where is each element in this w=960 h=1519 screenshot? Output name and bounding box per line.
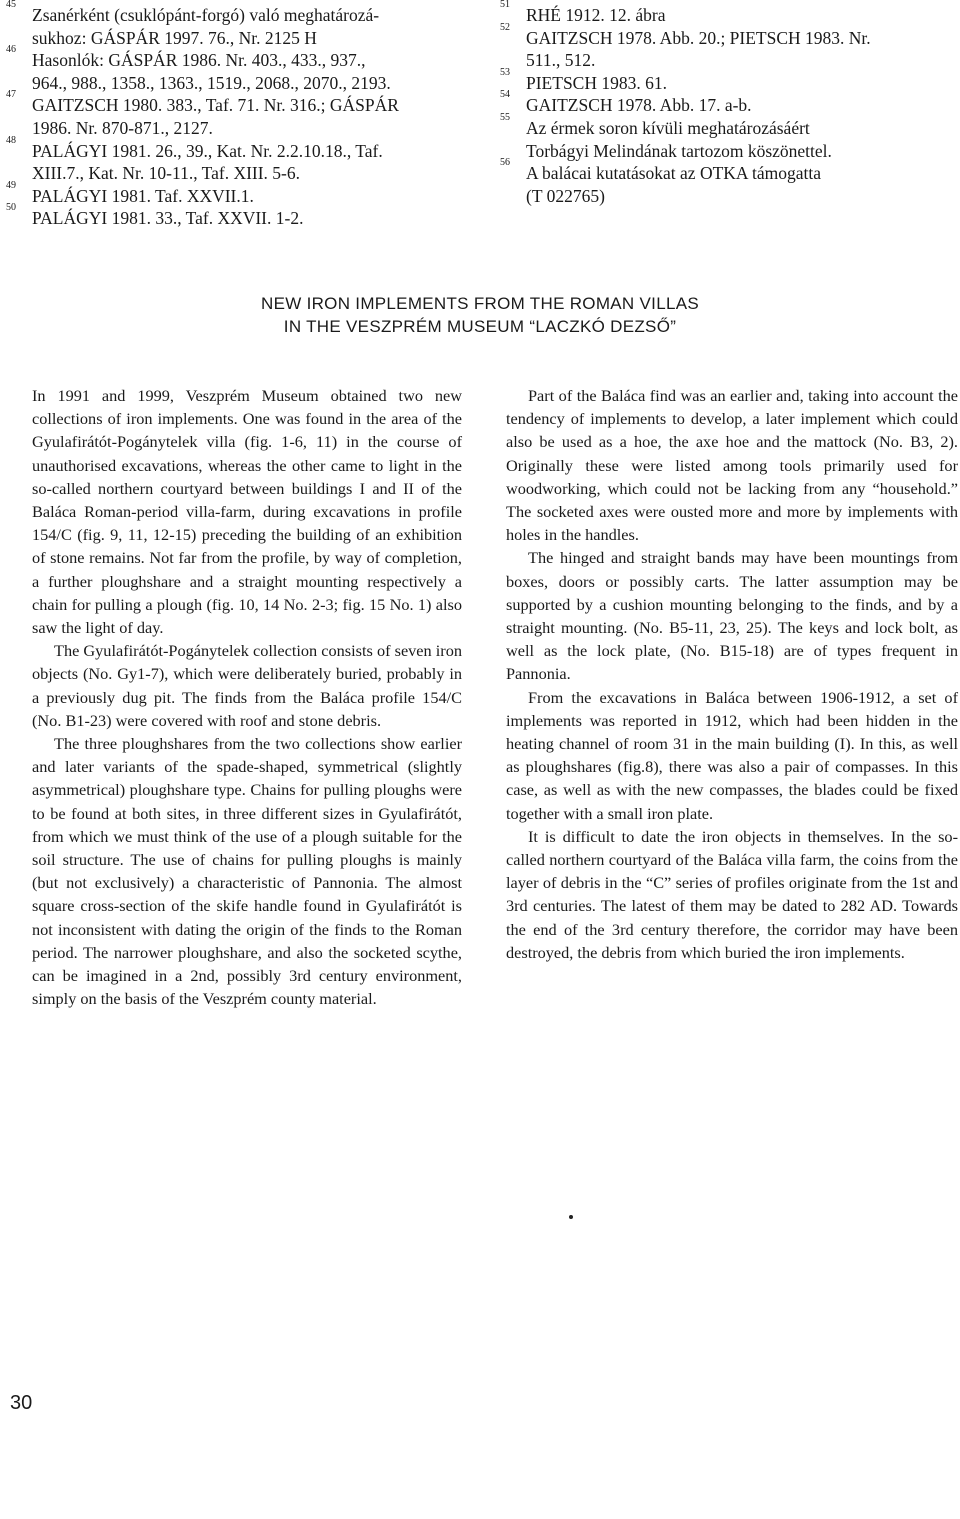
footnote-number: 47 (6, 89, 16, 101)
body-column-right (506, 384, 958, 964)
footnote (6, 44, 446, 94)
footnote-line: PIETSCH 1983. 61. (526, 72, 667, 93)
title-line: NEW IRON IMPLEMENTS FROM THE ROMAN VILLAS (261, 294, 699, 313)
footnote (500, 89, 952, 117)
article-title (120, 292, 840, 338)
footnote (500, 66, 952, 95)
footnote-line: A balácai kutatásokat az OTKA támogatta (526, 163, 821, 184)
footnote-line: (T 022765) (526, 185, 605, 206)
page-number: 30 (10, 1392, 33, 1414)
footnote-number: 46 (6, 44, 16, 56)
body-paragraph: From the excavations in Baláca between 1906-1912, a set of implements was reported in 1912, which had been hidden in the heating channel of room 31 in the main building (I). In this, as well as ploughshares (fig.8), there was also a pair of compasses. In this case, as well as with the new compasses, the blades could be fixed together with a small iron plate. (506, 687, 958, 823)
footnote (500, 21, 952, 72)
body-paragraph: The hinged and straight bands may have been mountings from boxes, doors or possibly carts. The latter assumption may be supported by a cushion mounting belonging to the finds, and by a straight mounting. (No. B5-11, 23, 25). The keys and lock bolt, as well as the lock plate, (No. B15-18) are of types frequent in Pannonia. (506, 548, 958, 684)
footnote-number: 51 (500, 0, 510, 10)
footnote-line: Zsanérként (csuklópánt-forgó) való meghatározá- (32, 5, 380, 25)
body-paragraph: It is difficult to date the iron objects in themselves. In the so-called northern courtyard of the Baláca villa farm, the coins from the layer of debris in the “C” series of profiles originate from the 1st and 3rd centuries. The latest of them may be dated to 282 AD. Towards the end of the 3rd century therefore, the corridor may have been destroyed, the debris from which buried the iron implements. (506, 826, 958, 962)
footnote (500, 111, 952, 162)
title-line: IN THE VESZPRÉM MUSEUM “LACZKÓ DEZSŐ” (283, 317, 677, 336)
footnote (6, 134, 446, 185)
footnote-number: 54 (500, 89, 510, 101)
footnote-line: GAITZSCH 1978. Abb. 20.; PIETSCH 1983. Nr. (526, 27, 871, 48)
footnote-line: Az érmek soron kívüli meghatározásáért (526, 117, 810, 138)
stray-dot (569, 1215, 573, 1219)
footnotes-left (6, 0, 446, 230)
footnote-line: PALÁGYI 1981. 26., 39., Kat. Nr. 2.2.10.18., Taf. (32, 140, 383, 161)
body-paragraph: The three ploughshares from the two collections show earlier and later variants of the spade-shaped, symmetrical (slightly asymmetrical) ploughshare type. Chains for pulling ploughs were to be found at both sites, in three different sizes in Gyulafirátót, from which we must think of the use of a plough suitable for the soil structure. The use of chains for pulling ploughs is mainly (but not exclusively) a characteristic of Pannonia. The almost square cross-section of the skife handle found in Gyulafirátót is not inconsistent with dating the origin of the finds to the Roman period. The narrower ploughshare, and also the socketed scythe, can be imagined in a 2nd, possibly 3rd century environment, simply on the basis of the Veszprém county material. (32, 734, 462, 1009)
footnote-line: 1986. Nr. 870-871., 2127. (32, 117, 213, 138)
footnote-number: 48 (6, 134, 16, 146)
footnote-number: 45 (6, 0, 16, 10)
body-paragraph: Part of the Baláca find was an earlier and, taking into account the tendency of implements to develop, a later implement which could also be used as a hoe, the axe hoe and the mattock (No. B3, 2). Originally these were listed among tools primarily used for woodworking, which could not be lacking from any “household.” The socketed axes were ousted more and more by implements with holes in the handles. (506, 386, 958, 545)
footnote-line: Torbágyi Melindának tartozom köszönettel. (526, 140, 832, 161)
footnote-line: sukhoz: GÁSPÁR 1997. 76., Nr. 2125 H (32, 27, 317, 48)
body-paragraph: The Gyulafirátót-Pogánytelek collection consists of seven iron objects (No. Gy1-7), which were deliberately buried, probably in a previously dug pit. The finds from the Baláca profile 154/C (No. B1-23) were covered with roof and stone debris. (32, 641, 462, 730)
footnote (6, 179, 446, 208)
footnote-line: PALÁGYI 1981. 33., Taf. XXVII. 1-2. (32, 208, 304, 229)
footnote (6, 89, 446, 139)
footnote-line: PALÁGYI 1981. Taf. XXVII.1. (32, 185, 254, 206)
footnote-number: 53 (500, 66, 510, 78)
footnote (6, 202, 446, 230)
footnote-number: 56 (500, 157, 510, 169)
footnote-line: GAITZSCH 1978. Abb. 17. a-b. (526, 95, 752, 116)
body-column-left (32, 384, 462, 1010)
body-paragraph: In 1991 and 1999, Veszprém Museum obtained two new collections of iron implements. One was found in the area of the Gyulafirátót-Pogánytelek villa (fig. 1-6, 11) in the course of unauthorised excavations, whereas the other came to light in the so-called northern courtyard between buildings I and II of the Baláca Roman-period villa-farm, during excavations in profile 154/C (fig. 9, 11, 12-15) preceding the building of an exhibition of stone remains. Not far from the profile, by way of completion, a further ploughshare and a straight mounting respectively a chain for pulling a plough (fig. 10, 14 No. 2-3; fig. 15 No. 1) also saw the light of day. (32, 386, 462, 638)
footnote (500, 0, 952, 27)
footnote-number: 50 (6, 202, 16, 214)
footnote-line: RHÉ 1912. 12. ábra (526, 5, 666, 25)
footnote-line: Hasonlók: GÁSPÁR 1986. Nr. 403., 433., 937., (32, 50, 366, 71)
footnote-line: 964., 988., 1358., 1363., 1519., 2068., 2070., 2193. (32, 72, 391, 93)
footnote-line: GAITZSCH 1980. 383., Taf. 71. Nr. 316.; GÁSPÁR (32, 95, 399, 116)
footnote-number: 55 (500, 111, 510, 123)
footnote (6, 0, 446, 49)
footnote-number: 52 (500, 21, 510, 33)
footnote-line: XIII.7., Kat. Nr. 10-11., Taf. XIII. 5-6. (32, 163, 301, 184)
footnote-number: 49 (6, 179, 16, 191)
footnote-line: 511., 512. (526, 50, 596, 71)
footnotes-right (500, 0, 952, 207)
footnote (500, 157, 952, 207)
